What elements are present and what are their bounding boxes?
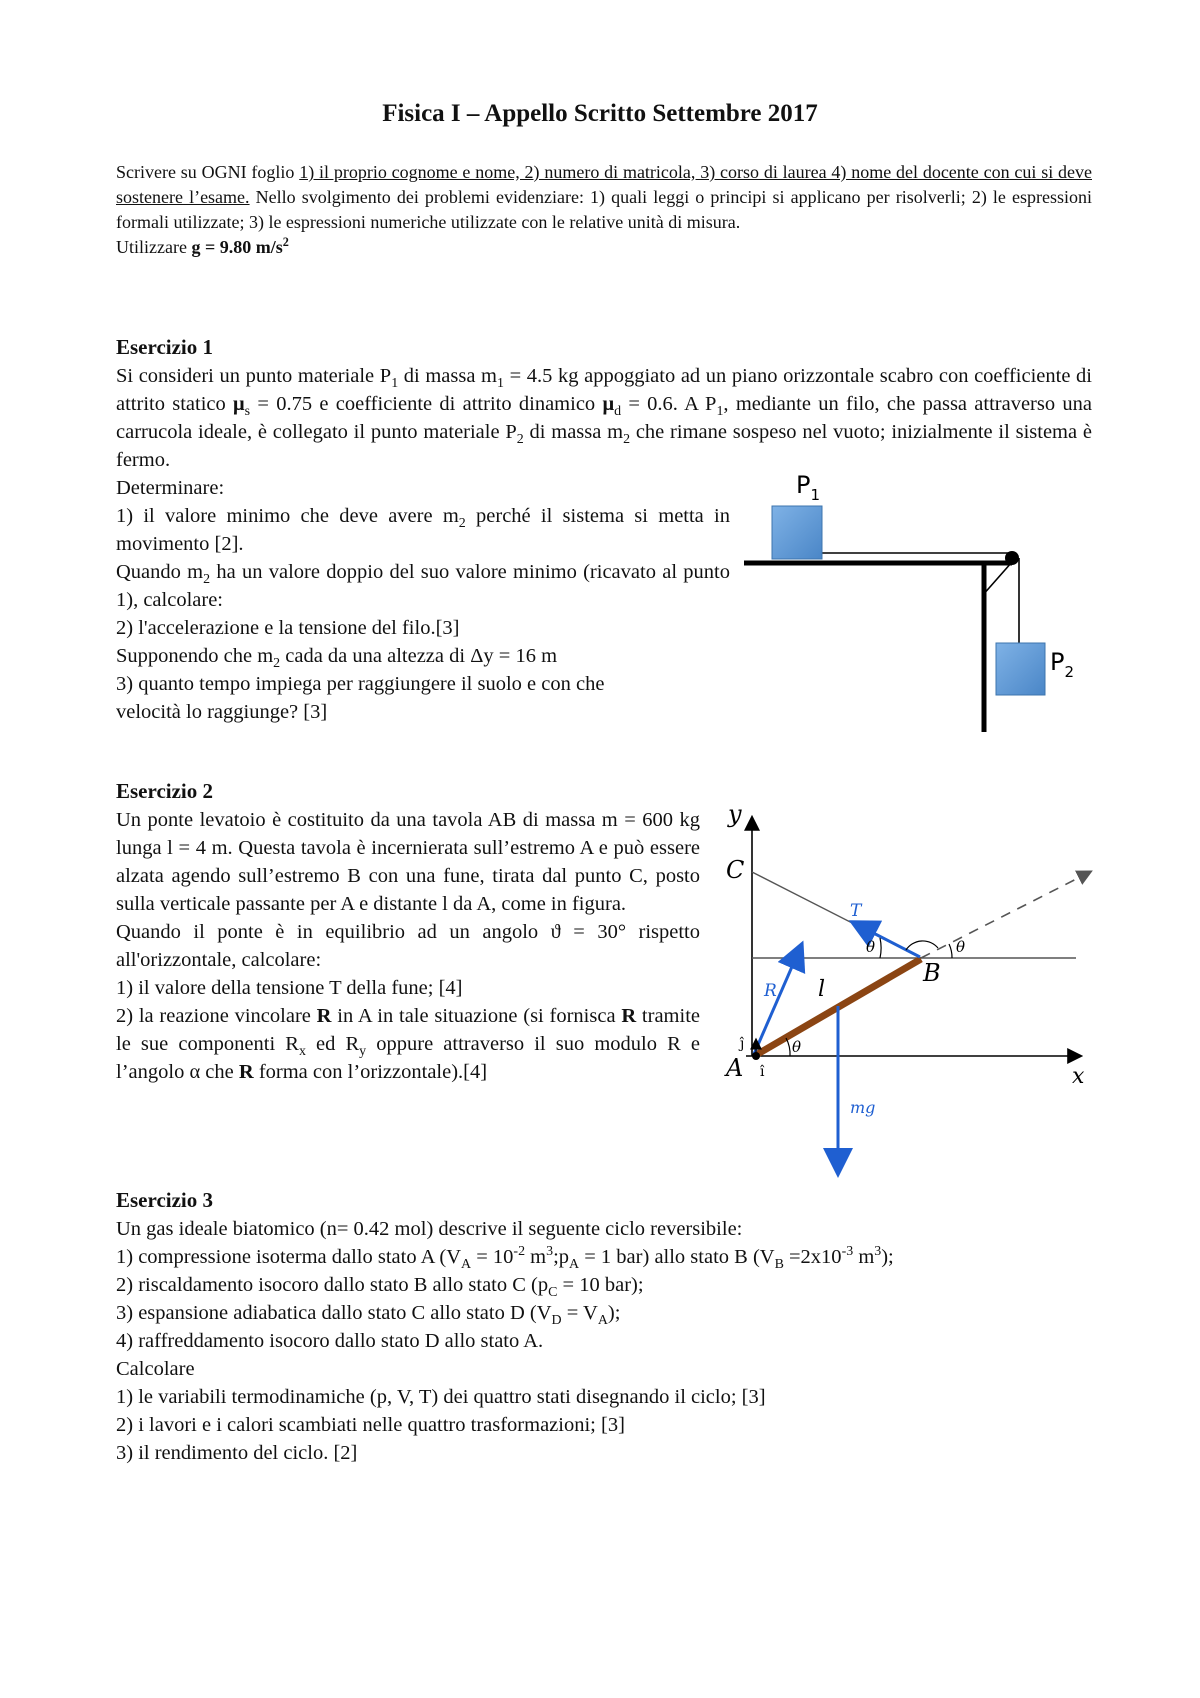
label-b: B [923,959,941,987]
ex1-q3-text: Supponendo che m [116,645,274,667]
ex1-sub: 1 [391,376,399,392]
ex2-sub: y [359,1044,367,1060]
ex3-text: = 10 bar); [557,1274,644,1296]
label-c: C [726,856,745,884]
label-r: R [764,981,777,1001]
ex3-line-9: 3) il rendimento del ciclo. [2] [116,1442,358,1464]
ex3-sub: A [461,1257,472,1273]
ex1-q3-text: cada da una altezza di Δy = 16 m [280,645,558,667]
ex1-sub: 1 [716,404,724,420]
exercise-2-heading: Esercizio 2 [116,779,214,803]
instructions [116,160,1092,260]
ex2-q2-text: ed R [305,1033,360,1055]
ex3-line-8: 2) i lavori e i calori scambiati nelle quattro trasformazioni; [3] [116,1414,625,1436]
label-p2-sub: 2 [1064,663,1075,681]
label-theta-rope: θ [866,938,876,956]
ex3-text: = 10 [471,1246,514,1268]
angle-arc-rope [880,938,881,958]
gravity-prefix: Utilizzare [116,237,192,257]
label-y: y [728,800,742,828]
dashed-extension [921,872,1090,958]
ex3-text: 3) espansione adiabatica dallo stato C allo stato D (V [116,1302,552,1324]
ex3-text: ;p [553,1246,570,1268]
drawbridge-figure [720,800,1100,1180]
exercise-2-statement [116,806,700,1086]
determinare-label: Determinare: [116,477,225,499]
label-x: x [1072,1064,1085,1089]
label-j-hat: ĵ [740,1036,745,1052]
point-a [752,1052,760,1060]
ex3-sub: A [569,1257,580,1273]
label-t: T [850,901,862,921]
exam-title: Fisica I – Appello Scritto Settembre 2017 [382,100,818,127]
ex3-text: ); [607,1302,621,1324]
label-p2-letter: P [1050,648,1065,676]
label-a: A [726,1054,744,1082]
pulley-icon [1005,551,1019,565]
mu-dynamic: μ [602,393,615,415]
block-p2 [996,643,1045,695]
ex2-q2-text: in A in tale situazione (si fornisca [331,1005,622,1027]
ex3-sub: B [774,1257,784,1273]
gravity-exponent: 2 [282,235,289,249]
ex1-sub: 2 [623,432,631,448]
ex1-question-2-intro [116,558,730,614]
label-p1-letter: P [796,471,811,499]
ex1-sub: 2 [458,516,466,532]
ex1-text: , mediante un filo, che passa attraverso una carrucola ideale, è collegato il punto materiale P [116,393,1092,443]
ex3-sub: A [597,1313,608,1329]
ex3-text: ); [881,1246,894,1268]
ex3-sup: -3 [841,1244,854,1260]
ex2-bold-r: R [621,1005,637,1027]
ex3-line-3 [116,1271,1092,1299]
tension-vector [854,923,920,957]
ex3-sub: C [548,1285,558,1301]
ex2-question-1: 1) il valore della tensione T della fune; [4] [116,977,463,999]
exercise-3-heading: Esercizio 3 [116,1188,214,1212]
instructions-underlined: 1) il proprio cognome e nome, 2) numero di matricola, 3) corso di laurea 4) nome del docente con cui si deve sostenere l’esame. [116,162,1092,207]
ex3-text: 1) compressione isoterma dallo stato A (V [116,1246,462,1268]
ex3-line-4 [116,1299,1092,1327]
ex2-sub: x [298,1044,306,1060]
ex1-question-3: 3) quanto tempo impiega per raggiungere il suolo e con che velocità lo raggiunge? [3] [116,673,605,723]
ex2-q2-text: 2) la reazione vincolare [116,1005,317,1027]
ex1-q1-text: 1) il valore minimo che deve avere m [116,505,459,527]
ex2-paragraph-1: Un ponte levatoio è costituito da una tavola AB di massa m = 600 kg lunga l = 4 m. Questa tavola è incernierata sull’estremo A e può essere alzata agendo sull’estremo B con una fune, tirata dal punto C, posto sulla verticale passante per A e distante l da A, come in figura. [116,809,700,915]
block-p1 [772,506,822,559]
ex1-q2-text: ha un valore doppio del suo valore minimo (ricavato al punto 1), calcolare: [116,561,730,611]
label-theta-b: θ [956,938,966,956]
ex2-q2-text: oppure attraverso il suo modulo R e l’angolo α che [116,1033,700,1083]
label-p1 [796,471,820,504]
ex3-line-1: Un gas ideale biatomico (n= 0.42 mol) descrive il seguente ciclo reversibile: [116,1218,743,1240]
ex1-sub: d [614,404,622,420]
ex1-question-1 [116,502,730,558]
ex2-question-2 [116,1002,700,1086]
ex2-paragraph-2: Quando il ponte è in equilibrio ad un angolo ϑ = 30° rispetto all'orizzontale, calcolare: [116,921,700,971]
gravity-value: g = 9.80 m/s [191,237,283,257]
label-mg: mg [850,1098,876,1117]
label-l: l [818,977,826,1002]
ex1-question-2: 2) l'accelerazione e la tensione del filo.[3] [116,617,460,639]
ex3-text: m [525,1246,547,1268]
ex1-q2-text: Quando m [116,561,204,583]
ex3-line-2 [116,1243,1092,1271]
ex1-q1-text: perché il sistema si metta in movimento [2]. [116,505,730,555]
exercise-1-heading: Esercizio 1 [116,335,214,359]
ex1-text: = 4.5 kg appoggiato ad un piano orizzontale scabro con coefficiente di attrito statico [116,365,1093,415]
exercise-3-statement [116,1215,1092,1467]
ex1-sub: 2 [203,572,211,588]
instructions-rest: Nello svolgimento dei problemi evidenziare: 1) quali leggi o principi si applicano per risolverli; 2) le espressioni formali utilizzate; 3) le espressioni numeriche utilizzate con le relative unità di misura. [116,187,1092,232]
ex2-q2-text: forma con l’orizzontale).[4] [253,1061,488,1083]
ex1-sub: 1 [497,376,504,392]
instructions-lead: Scrivere su OGNI foglio [116,162,300,182]
ex1-text: = 0.6. A P [621,393,717,415]
ex1-text: = 0.75 e coefficiente di attrito dinamico [250,393,603,415]
angle-arc-dashed [949,944,952,958]
ex3-line-6: Calcolare [116,1358,195,1380]
pulley-figure [740,470,1100,740]
label-p1-sub: 1 [810,486,821,504]
ex1-sub: s [244,404,251,420]
ex3-sup: 3 [874,1244,882,1260]
ex3-sup: -2 [513,1244,526,1260]
ex1-text: Si consideri un punto materiale P [116,365,392,387]
label-p2 [1050,648,1074,681]
mu-static: μ [233,393,245,415]
ex3-sub: D [551,1313,562,1329]
ex1-sub: 2 [516,432,524,448]
ex2-bold-r: R [238,1061,254,1083]
ex3-line-7: 1) le variabili termodinamiche (p, V, T) dei quattro stati disegnando il ciclo; [3] [116,1386,766,1408]
ex3-text: m [853,1246,875,1268]
ex2-q2-text: tramite le sue componenti R [116,1005,700,1055]
ex1-text: che rimane sospeso nel vuoto; inizialmente il sistema è fermo. [116,421,1092,471]
ex3-text: = 1 bar) allo stato B (V [579,1246,775,1268]
angle-arc-b [906,941,938,950]
exercise-1-questions [116,474,730,726]
ex3-text: 2) riscaldamento isocoro dallo stato B allo stato C (p [116,1274,549,1296]
ex3-line-5: 4) raffreddamento isocoro dallo stato D allo stato A. [116,1330,544,1352]
ex3-text: =2x10 [783,1246,842,1268]
ex1-question-3-intro [116,642,730,670]
ex1-text: di massa m [523,421,624,443]
ex3-text: = V [561,1302,598,1324]
label-theta-a: θ [792,1038,802,1056]
ex1-sub: 2 [273,656,281,672]
ex2-bold-r: R [316,1005,332,1027]
exercise-1-statement [116,362,1092,474]
ex3-sup: 3 [546,1244,554,1260]
label-i-hat: î [760,1064,765,1080]
ex1-text: di massa m [398,365,497,387]
